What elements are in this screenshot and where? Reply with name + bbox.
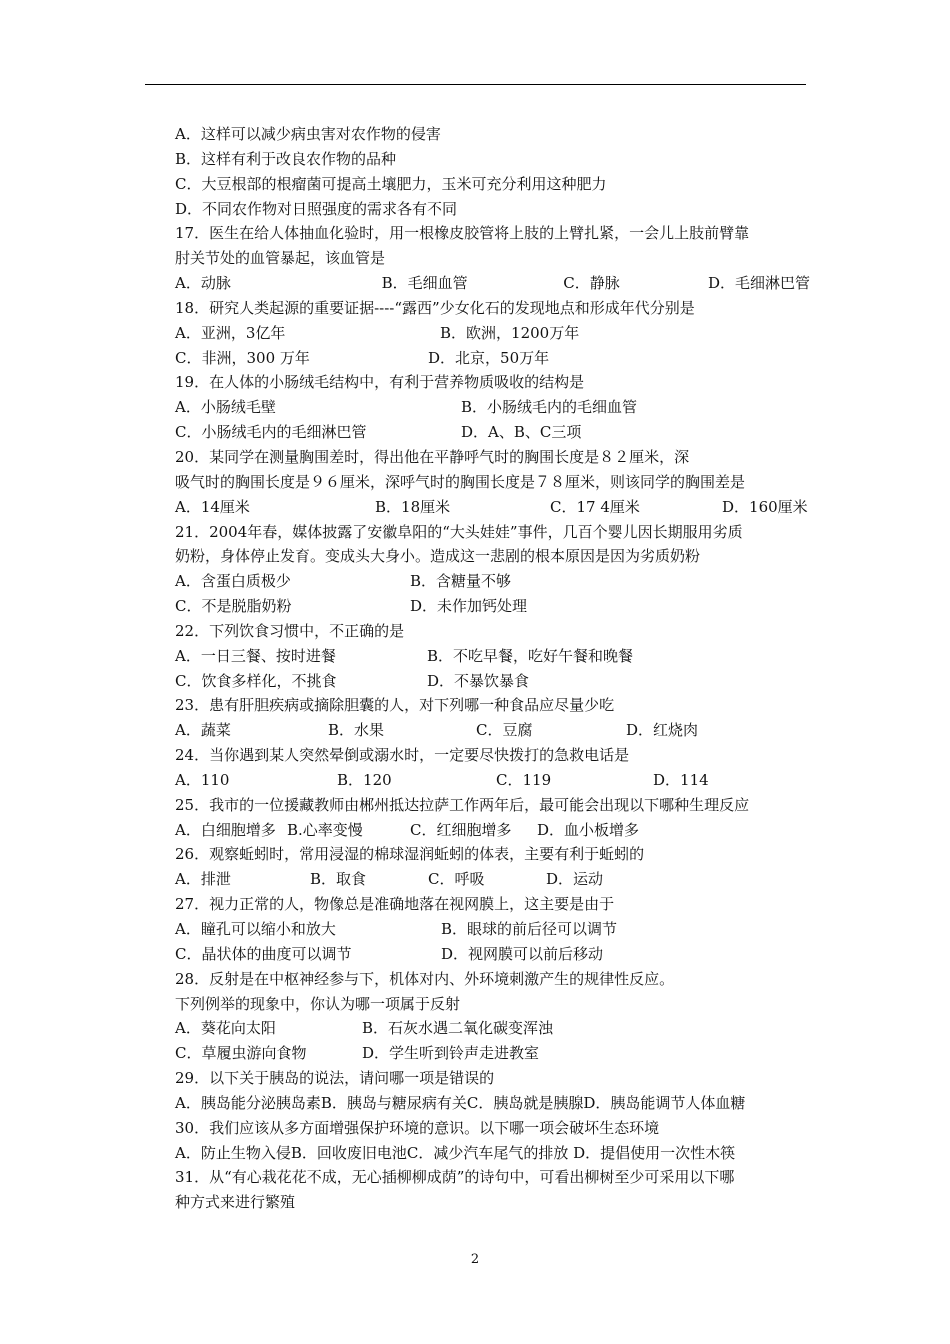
- header-rule: [145, 84, 806, 85]
- q19-stem: 19．在人体的小肠绒毛结构中，有利于营养物质吸收的结构是: [175, 373, 585, 392]
- q28-option-b: B．石灰水遇二氧化碳变浑浊: [362, 1019, 554, 1038]
- q25-option-b: B.心率变慢: [287, 820, 363, 839]
- q18-stem: 18．研究人类起源的重要证据----“露西”少女化石的发现地点和形成年代分别是: [175, 298, 695, 317]
- q17-stem: 17．医生在给人体抽血化验时，用一根橡皮胶管将上肢的上臂扎紧，一会儿上肢前臂靠: [175, 224, 750, 243]
- q27-stem: 27．视力正常的人，物像总是准确地落在视网膜上，这主要是由于: [175, 895, 615, 914]
- q21-stem-cont: 奶粉，身体停止发育。变成头大身小。造成这一悲剧的根本原因是因为劣质奶粉: [175, 547, 701, 566]
- q22-option-a: A．一日三餐、按时进餐: [175, 646, 336, 665]
- q23-option-a: A．蔬菜: [175, 721, 231, 740]
- q28-stem: 28．反射是在中枢神经参与下，机体对内、外环境刺激产生的规律性反应。: [175, 969, 675, 988]
- q29-options: A．胰岛能分泌胰岛素B．胰岛与糖尿病有关C．胰岛就是胰腺D．胰岛能调节人体血糖: [175, 1093, 746, 1112]
- q27-option-d: D．视网膜可以前后移动: [441, 944, 604, 963]
- q24-option-b: B．120: [337, 770, 392, 789]
- q26-option-b: B．取食: [310, 870, 367, 889]
- q27-options-ab: [175, 917, 810, 942]
- q26-options: [175, 867, 810, 892]
- q18-option-d: D．北京，50万年: [428, 348, 550, 367]
- q28-option-c: C．草履虫游向食物: [175, 1044, 307, 1063]
- q17-stem-cont: 肘关节处的血管暴起，该血管是: [175, 249, 386, 268]
- q20-option-a: A．14厘米: [175, 497, 250, 516]
- q20-option-d: D．160厘米: [722, 497, 808, 516]
- q21-option-c: C．不是脱脂奶粉: [175, 597, 292, 616]
- q21-option-b: B．含糖量不够: [410, 572, 512, 591]
- q25-option-c: C．红细胞增多: [410, 820, 512, 839]
- q27-option-b: B．眼球的前后径可以调节: [441, 920, 618, 938]
- q24-options: [175, 768, 810, 793]
- q26-option-d: D．运动: [546, 870, 604, 889]
- q28-options-cd: [175, 1041, 810, 1066]
- q22-options-ab: [175, 644, 810, 669]
- q17-option-a: A．动脉: [175, 274, 231, 293]
- q22-option-b: B．不吃早餐，吃好午餐和晚餐: [427, 646, 634, 665]
- q17-option-b: B．毛细血管: [381, 274, 468, 293]
- q20-option-b: B．18厘米: [375, 497, 451, 516]
- q28-option-d: D．学生听到铃声走进教室: [362, 1044, 540, 1063]
- q20-stem-cont: 吸气时的胸围长度是９６厘米，深呼气时的胸围长度是７８厘米，则该同学的胸围差是: [175, 472, 746, 491]
- q27-options-cd: [175, 942, 810, 967]
- q31-stem-cont: 种方式来进行繁殖: [175, 1193, 296, 1212]
- q28-options-ab: [175, 1016, 810, 1041]
- q19-options-ab: [175, 395, 810, 420]
- q24-stem: 24．当你遇到某人突然晕倒或溺水时，一定要尽快拨打的急救电话是: [175, 746, 630, 765]
- q29-stem: 29．以下关于胰岛的说法，请问哪一项是错误的: [175, 1069, 495, 1088]
- q18-option-b: B．欧洲，1200万年: [440, 323, 580, 342]
- q18-option-c: C．非洲，300 万年: [175, 348, 310, 367]
- q27-option-c: C．晶状体的曲度可以调节: [175, 944, 352, 963]
- q25-option-a: A．白细胞增多: [175, 820, 276, 839]
- q24-option-a: A．110: [175, 770, 230, 789]
- q21-stem: 21．2004年春，媒体披露了安徽阜阳的“大头娃娃”事件，几百个婴儿因长期服用劣质: [175, 522, 743, 541]
- q21-options-cd: [175, 594, 810, 619]
- q23-options: [175, 718, 810, 743]
- q18-options-cd: [175, 346, 810, 371]
- q17-option-d: D．毛细淋巴管: [707, 274, 810, 293]
- q27-option-a: A．瞳孔可以缩小和放大: [175, 920, 336, 938]
- q26-stem: 26．观察蚯蚓时，常用浸湿的棉球湿润蚯蚓的体表，主要有利于蚯蚓的: [175, 845, 645, 864]
- q21-options-ab: [175, 569, 810, 594]
- q25-stem: 25．我市的一位援藏教师由郴州抵达拉萨工作两年后，最可能会出现以下哪种生理反应: [175, 795, 750, 814]
- q19-options-cd: [175, 420, 810, 445]
- q19-option-a: A．小肠绒毛壁: [175, 398, 276, 417]
- q23-stem: 23．患有肝胆疾病或摘除胆囊的人，对下列哪一种食品应尽量少吃: [175, 696, 615, 715]
- exam-content: [175, 122, 810, 1215]
- q20-options: [175, 495, 810, 520]
- q30-options: A．防止生物入侵B．回收废旧电池C．减少汽车尾气的排放 D．提倡使用一次性木筷: [175, 1143, 736, 1162]
- q28-stem-cont: 下列例举的现象中，你认为哪一项属于反射: [175, 994, 461, 1013]
- q26-option-a: A．排泄: [175, 870, 231, 889]
- q22-option-d: D．不暴饮暴食: [427, 671, 530, 690]
- q22-stem: 22．下列饮食习惯中，不正确的是: [175, 621, 405, 640]
- page-number: 2: [470, 1252, 480, 1267]
- q24-option-d: D．114: [653, 770, 709, 789]
- q19-option-d: D．A、B、C三项: [461, 423, 582, 442]
- q19-option-c: C．小肠绒毛内的毛细淋巴管: [175, 423, 367, 442]
- q16-option-a: A．这样可以减少病虫害对农作物的侵害: [175, 125, 441, 143]
- q18-option-a: A．亚洲，3亿年: [175, 323, 286, 342]
- q23-option-b: B．水果: [328, 721, 385, 740]
- q20-option-c: C．17 4厘米: [550, 497, 640, 516]
- q16-option-b: B．这样有利于改良农作物的品种: [175, 149, 397, 168]
- q19-option-b: B．小肠绒毛内的毛细血管: [461, 398, 638, 417]
- q21-option-d: D．未作加钙处理: [410, 597, 528, 616]
- q22-options-cd: [175, 669, 810, 694]
- q24-option-c: C．119: [496, 770, 552, 789]
- q17-options: [175, 271, 810, 296]
- q16-option-d: D．不同农作物对日照强度的需求各有不同: [175, 199, 458, 218]
- q20-stem: 20．某同学在测量胸围差时，得出他在平静呼气时的胸围长度是８２厘米，深: [175, 447, 690, 466]
- q30-stem: 30．我们应该从多方面增强保护环境的意识。以下哪一项会破坏生态环境: [175, 1118, 660, 1137]
- q26-option-c: C．呼吸: [428, 870, 485, 889]
- q25-option-d: D．血小板增多: [537, 820, 640, 839]
- q17-option-c: C．静脉: [563, 274, 620, 293]
- q31-stem: 31．从“有心栽花花不成，无心插柳柳成荫”的诗句中，可看出柳树至少可采用以下哪: [175, 1168, 735, 1187]
- q18-options-ab: [175, 321, 810, 346]
- q23-option-c: C．豆腐: [476, 721, 533, 740]
- q28-option-a: A．葵花向太阳: [175, 1019, 276, 1038]
- q16-option-c: C．大豆根部的根瘤菌可提高土壤肥力，玉米可充分利用这种肥力: [175, 174, 607, 193]
- q25-options: [175, 818, 810, 843]
- q22-option-c: C．饮食多样化，不挑食: [175, 671, 337, 690]
- q21-option-a: A．含蛋白质极少: [175, 572, 291, 591]
- q23-option-d: D．红烧肉: [626, 721, 699, 740]
